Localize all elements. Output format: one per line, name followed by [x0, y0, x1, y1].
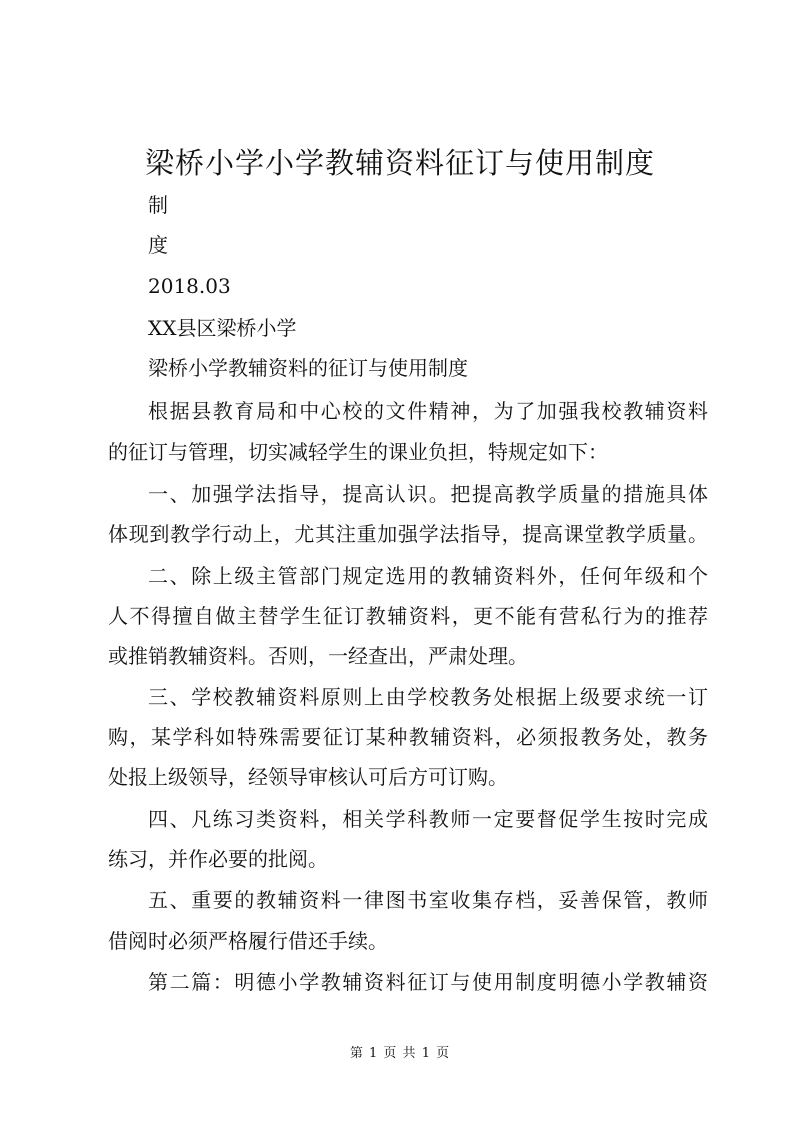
heading-char-2: 度 [148, 233, 168, 257]
paragraph-4-line-3: 处报上级领导，经领导审核认可后方可订购。 [108, 765, 508, 789]
paragraph-3-line-3: 或推销教辅资料。否则，一经查出，严肃处理。 [108, 644, 528, 668]
paragraph-3-line-2: 人不得擅自做主替学生征订教辅资料，更不能有营私行为的推荐 [108, 604, 708, 628]
paragraph-2-line-2: 体现到教学行动上，尤其注重加强学法指导，提高课堂教学质量。 [108, 522, 708, 546]
heading-char-1: 制 [148, 193, 168, 217]
paragraph-6-line-1: 五、重要的教辅资料一律图书室收集存档，妥善保管，教师 [148, 888, 708, 912]
paragraph-4-line-1: 三、学校教辅资料原则上由学校教务处根据上级要求统一订 [148, 685, 708, 709]
paragraph-1-line-2: 的征订与管理，切实减轻学生的课业负担，特规定如下： [108, 440, 608, 464]
paragraph-5-line-2: 练习，并作必要的批阅。 [108, 847, 328, 871]
section-2-heading-line: 第二篇：明德小学教辅资料征订与使用制度明德小学教辅资 [148, 970, 708, 994]
paragraph-2-line-1: 一、加强学法指导，提高认识。把提高教学质量的措施具体 [148, 482, 708, 506]
subtitle-line: 梁桥小学教辅资料的征订与使用制度 [148, 356, 468, 380]
paragraph-4-line-2: 购，某学科如特殊需要征订某种教辅资料，必须报教务处，教务 [108, 725, 708, 749]
document-title: 梁桥小学小学教辅资料征订与使用制度 [144, 146, 655, 180]
date-line: 2018.03 [148, 274, 231, 298]
paragraph-1-line-1: 根据县教育局和中心校的文件精神，为了加强我校教辅资料 [148, 399, 708, 423]
page-footer: 第 1 页 共 1 页 [349, 1046, 451, 1061]
paragraph-3-line-1: 二、除上级主管部门规定选用的教辅资料外，任何年级和个 [148, 564, 708, 588]
paragraph-6-line-2: 借阅时必须严格履行借还手续。 [108, 929, 388, 953]
school-name-line: XX县区梁桥小学 [148, 316, 297, 340]
paragraph-5-line-1: 四、凡练习类资料，相关学科教师一定要督促学生按时完成 [148, 807, 708, 831]
